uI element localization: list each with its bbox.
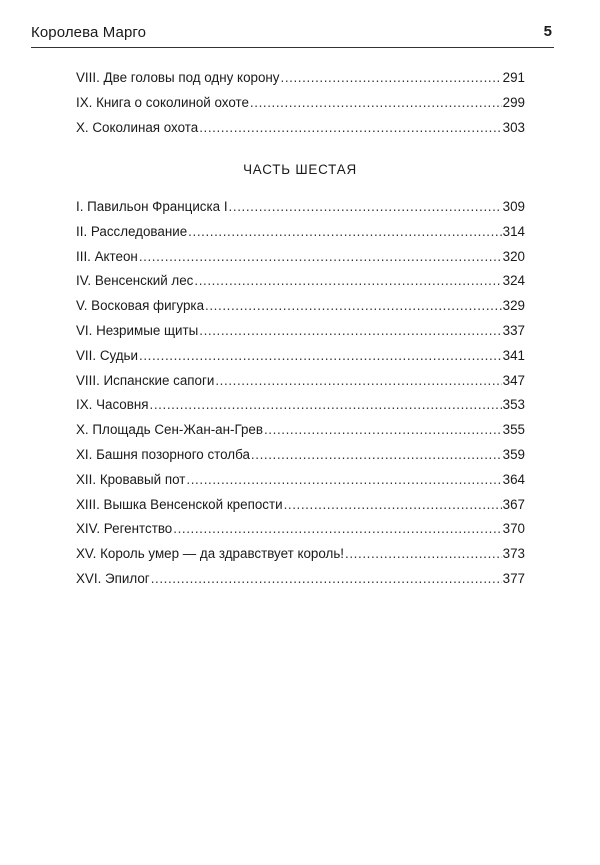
toc-entry-page: 303 [502, 119, 525, 135]
toc-entry [76, 493, 525, 518]
toc-entry-title: I. Павильон Франциска I [76, 199, 228, 214]
toc-entry-page: 324 [502, 273, 525, 289]
page-number: 5 [543, 23, 552, 40]
toc-entry-title: XV. Король умер — да здравствует король! [76, 546, 345, 562]
toc-entry-title: IX. Книга о соколиной охоте [76, 94, 249, 110]
toc-entry [76, 195, 525, 220]
toc-dot-leader [281, 66, 502, 91]
toc-entry-title: VIII. Испанские сапоги [76, 372, 215, 388]
toc-entry [76, 443, 525, 468]
toc-entry-page: 309 [502, 199, 525, 214]
toc-entry [76, 567, 525, 592]
toc-dot-leader [229, 195, 502, 220]
toc-entry [76, 66, 525, 91]
toc-entry-title: IX. Часовня [76, 397, 149, 413]
toc-dot-leader [251, 443, 502, 468]
toc-entry-page: 314 [502, 223, 525, 239]
toc-dot-leader [250, 91, 502, 116]
toc-entry [76, 542, 525, 567]
toc-dot-leader [345, 542, 502, 567]
toc-dot-leader [151, 567, 502, 592]
toc-entry-title: IV. Венсенский лес [76, 273, 194, 289]
toc-dot-leader [284, 493, 502, 518]
toc-entry-page: 291 [502, 70, 525, 85]
toc-entry-title: II. Расследование [76, 223, 188, 239]
book-title: Королева Марго [31, 24, 147, 41]
toc-entry-page: 373 [502, 546, 525, 562]
toc-entry [76, 91, 525, 116]
toc-entry-title: XIV. Регентство [76, 521, 173, 537]
toc-entry-page: 359 [502, 446, 525, 462]
toc-dot-leader [139, 344, 502, 369]
toc-entry-title: VII. Судьи [76, 347, 139, 363]
toc-entry [76, 269, 525, 294]
toc-entry [76, 116, 525, 141]
toc-entry-title: X. Соколиная охота [76, 119, 199, 135]
toc-entry-page: 364 [502, 471, 525, 487]
toc-list-part-six [76, 195, 525, 592]
toc-entry-title: VI. Незримые щиты [76, 322, 199, 338]
toc-entry-page: 347 [502, 372, 525, 388]
toc-entry-page: 370 [502, 521, 525, 537]
toc-dot-leader [139, 245, 502, 270]
toc-entry-title: XII. Кровавый пот [76, 471, 186, 487]
toc-dot-leader [199, 116, 501, 141]
toc-entry-title: III. Актеон [76, 248, 138, 264]
running-header [31, 20, 554, 48]
toc-entry [76, 418, 525, 443]
toc-dot-leader [194, 269, 501, 294]
toc-entry-page: 341 [502, 347, 525, 363]
toc-dot-leader [150, 393, 502, 418]
toc-entry-title: VIII. Две головы под одну корону [76, 70, 280, 85]
toc-entry [76, 468, 525, 493]
toc-entry [76, 294, 525, 319]
toc-list-continued [76, 66, 525, 140]
toc-dot-leader [186, 468, 501, 493]
toc-entry [76, 319, 525, 344]
toc-entry-page: 299 [502, 94, 525, 110]
toc-entry [76, 245, 525, 270]
toc-entry [76, 393, 525, 418]
toc-dot-leader [173, 517, 501, 542]
toc-entry-page: 337 [502, 322, 525, 338]
toc-entry [76, 220, 525, 245]
toc-entry-page: 367 [502, 496, 525, 512]
toc-entry-title: XIII. Вышка Венсенской крепости [76, 496, 283, 512]
toc-entry [76, 517, 525, 542]
toc-dot-leader [215, 369, 501, 394]
toc-entry-page: 377 [502, 570, 525, 586]
toc-dot-leader [205, 294, 502, 319]
toc-dot-leader [188, 220, 501, 245]
toc-dot-leader [264, 418, 502, 443]
part-heading: ЧАСТЬ ШЕСТАЯ [243, 162, 357, 177]
toc-entry-title: XVI. Эпилог [76, 570, 150, 586]
toc-entry-page: 355 [502, 422, 525, 438]
toc-entry-title: XI. Башня позорного столба [76, 446, 250, 462]
toc-entry-page: 329 [502, 298, 525, 314]
toc-entry-title: X. Площадь Сен-Жан-ан-Грев [76, 422, 263, 438]
toc-entry-title: V. Восковая фигурка [76, 298, 205, 314]
toc-entry [76, 344, 525, 369]
toc-entry [76, 369, 525, 394]
toc-entry-page: 353 [502, 397, 525, 413]
toc-entry-page: 320 [502, 248, 525, 264]
toc-dot-leader [199, 319, 501, 344]
